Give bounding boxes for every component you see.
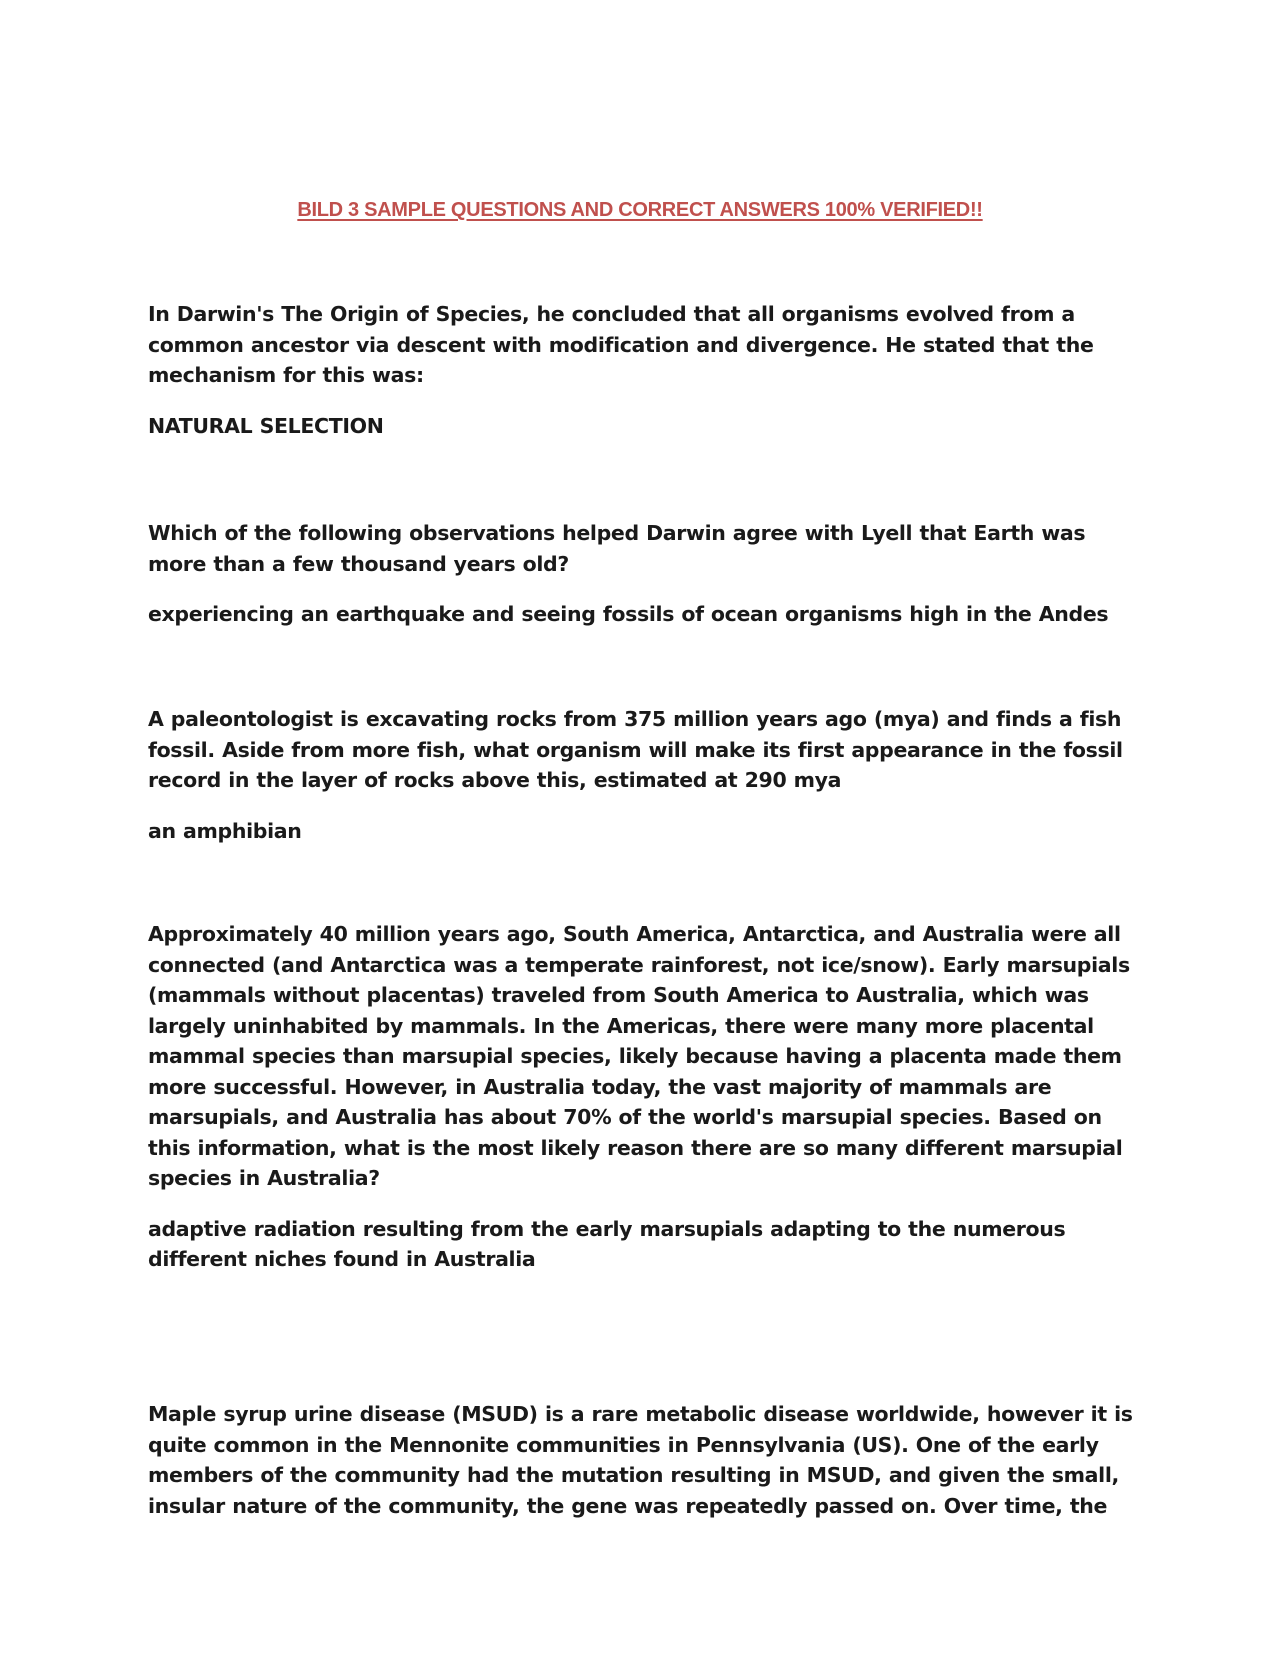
- document-title: [0, 199, 1280, 222]
- answer-1: NATURAL SELECTION: [148, 413, 384, 438]
- question-3: A paleontologist is excavating rocks from 375 million years ago (mya) and finds a fish fossil. Aside from more fish, what organism will make its first appearance in the fossil record in the layer of rocks above this, estimated at 290 mya: [148, 707, 1123, 792]
- qa-item-3: [148, 704, 1133, 846]
- answer-3: an amphibian: [148, 818, 302, 843]
- answer-2: experiencing an earthquake and seeing fossils of ocean organisms high in the Andes: [148, 602, 1109, 626]
- qa-item-4: [148, 919, 1133, 1275]
- question-2: Which of the following observations helped Darwin agree with Lyell that Earth was more than a few thousand years old?: [148, 521, 1086, 576]
- document-title-text: BILD 3 SAMPLE QUESTIONS AND CORRECT ANSWERS 100% VERIFIED!!: [297, 199, 983, 221]
- question-4: Approximately 40 million years ago, South America, Antarctica, and Australia were all connected (and Antarctica was a temperate rainforest, not ice/snow). Early marsupials (mammals without placentas) traveled from South America to Australia, which was largely uninhabited by mammals. In the Americas, there were many more placental mammal species than marsupial species, likely because having a placenta made them more successful. However, in Australia today, the vast majority of mammals are marsupials, and Australia has about 70% of the world's marsupial species. Based on this information, what is the most likely reason there are so many different marsupial species in Australia?: [148, 922, 1130, 1190]
- qa-item-2: [148, 518, 1133, 630]
- answer-4: adaptive radiation resulting from the early marsupials adapting to the numerous different niches found in Australia: [148, 1216, 1066, 1271]
- qa-item-5: [148, 1399, 1133, 1521]
- question-5: Maple syrup urine disease (MSUD) is a rare metabolic disease worldwide, however it is quite common in the Mennonite communities in Pennsylvania (US). One of the early members of the community had the mutation resulting in MSUD, and given the small, insular nature of the community, the gene was repeatedly passed on. Over time, the: [148, 1402, 1133, 1518]
- question-1: In Darwin's The Origin of Species, he concluded that all organisms evolved from a common ancestor via descent with modification and divergence. He stated that the mechanism for this was:: [148, 302, 1094, 387]
- qa-item-1: [148, 299, 1133, 441]
